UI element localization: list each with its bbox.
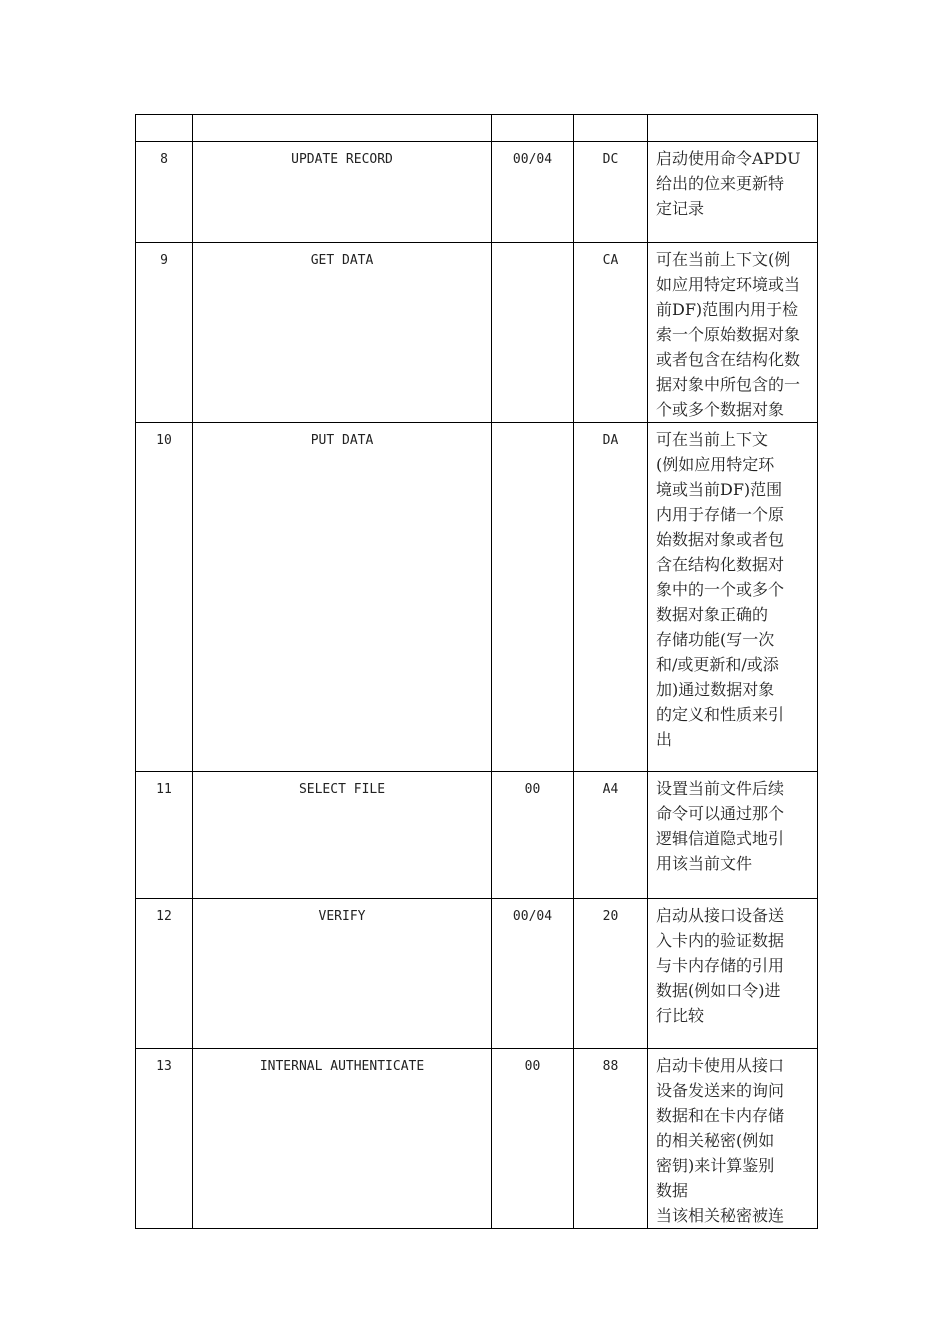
command-name: GET DATA (310, 253, 374, 268)
command-name-cell (193, 423, 492, 772)
description-cell (648, 899, 818, 1049)
row-number-cell (136, 423, 193, 772)
table-row (136, 899, 818, 1049)
command-name-cell (193, 899, 492, 1049)
command-name-cell (193, 1049, 492, 1229)
p1-cell (492, 423, 574, 772)
description-cell (648, 423, 818, 772)
description: 设置当前文件后续 命令可以通过那个 逻辑信道隐式地引 用该当前文件 (656, 779, 785, 873)
table-row (136, 1049, 818, 1229)
row-number-cell (136, 142, 193, 243)
command-name-cell (193, 772, 492, 899)
ins-cell (574, 772, 648, 899)
table-row (136, 142, 818, 243)
header-cell-p1 (492, 115, 574, 142)
p1-cell (492, 772, 574, 899)
row-number: 10 (156, 433, 172, 448)
ins-cell (574, 243, 648, 423)
p1-value: 00/04 (512, 909, 553, 924)
row-number-cell (136, 1049, 193, 1229)
ins-cell (574, 423, 648, 772)
header-cell-ins (574, 115, 648, 142)
ins-code: CA (602, 253, 619, 268)
p1-value: 00/04 (512, 152, 553, 167)
p1-value (492, 243, 573, 253)
p1-cell (492, 142, 574, 243)
ins-code: DC (602, 152, 619, 167)
row-number: 8 (160, 152, 168, 167)
command-name: VERIFY (318, 909, 366, 924)
row-number-cell (136, 899, 193, 1049)
description: 启动卡使用从接口 设备发送来的询问 数据和在卡内存储 的相关秘密(例如 密钥)来计算鉴别 数据 当该相关秘密被连 (656, 1056, 785, 1225)
description: 启动使用命令APDU 给出的位来更新特 定记录 (656, 149, 801, 218)
command-name: UPDATE RECORD (291, 152, 393, 167)
description: 启动从接口设备送 入卡内的验证数据 与卡内存储的引用 数据(例如口令)进 行比较 (656, 906, 785, 1025)
header-cell-no (136, 115, 193, 142)
header-cell-name (193, 115, 492, 142)
header-cell-desc (648, 115, 818, 142)
description: 可在当前上下文 (例如应用特定环 境或当前DF)范围 内用于存储一个原 始数据对象或者包 含在结构化数据对 象中的一个或多个 数据对象正确的 存储功能(写一次 和/或更新和/或添 加)通过数据对象 的定义和性质来引 出 (656, 430, 785, 749)
row-number: 13 (156, 1059, 172, 1074)
row-number-cell (136, 772, 193, 899)
command-name: INTERNAL AUTHENTICATE (259, 1059, 425, 1074)
description-cell (648, 772, 818, 899)
ins-code: A4 (602, 782, 619, 797)
row-number: 9 (160, 253, 168, 268)
table-row (136, 243, 818, 423)
ins-cell (574, 142, 648, 243)
table-header-row (136, 115, 818, 142)
row-number: 12 (156, 909, 172, 924)
ins-code: 20 (602, 909, 619, 924)
command-name: SELECT FILE (298, 782, 386, 797)
p1-value (492, 423, 573, 433)
table-row (136, 772, 818, 899)
description-cell (648, 1049, 818, 1229)
ins-code: DA (602, 433, 619, 448)
p1-cell (492, 899, 574, 1049)
row-number: 11 (156, 782, 172, 797)
row-number-cell (136, 243, 193, 423)
description-cell (648, 142, 818, 243)
command-table (135, 114, 818, 1229)
command-name-cell (193, 142, 492, 243)
table-row (136, 423, 818, 772)
ins-code: 88 (602, 1059, 619, 1074)
p1-value: 00 (524, 782, 541, 797)
command-name: PUT DATA (310, 433, 374, 448)
description: 可在当前上下文(例 如应用特定环境或当 前DF)范围内用于检 索一个原始数据对象 或者包含在结构化数 据对象中所包含的一 个或多个数据对象 (656, 250, 801, 419)
ins-cell (574, 1049, 648, 1229)
ins-cell (574, 899, 648, 1049)
p1-value: 00 (524, 1059, 541, 1074)
p1-cell (492, 243, 574, 423)
p1-cell (492, 1049, 574, 1229)
description-cell (648, 243, 818, 423)
command-name-cell (193, 243, 492, 423)
